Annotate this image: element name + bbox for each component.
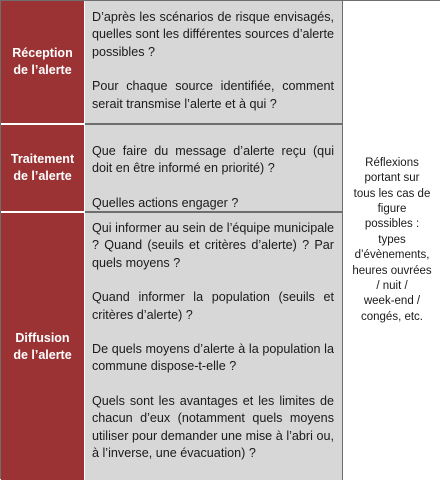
row-label-line: Diffusion <box>15 330 70 345</box>
question-text: Que faire du message d’alerte reçu (qui doit en être informé en priorité) ? <box>92 144 334 176</box>
side-note-line: heures ouvrées <box>352 264 432 277</box>
question-text: De quels moyens d’alerte à la population la commune dispose-t-elle ? <box>92 342 334 374</box>
row-content-reception <box>85 1 343 125</box>
side-note-line: figure <box>377 202 407 215</box>
question-text: Qui informer au sein de l’équipe municipale ? Quand (seuils et critères d’alerte) ? Par quels moyens ? <box>92 221 334 270</box>
row-label-line: Réception <box>12 46 73 60</box>
side-note-line: possibles : <box>364 218 420 231</box>
row-label-traitement <box>1 125 85 213</box>
side-note-line: week-end / <box>363 295 421 308</box>
row-label-line: de l’alerte <box>13 169 72 183</box>
row-label-line: de l’alerte <box>13 347 72 362</box>
question-text: Pour chaque source identifiée, comment serait transmise l’alerte et à qui ? <box>92 79 334 111</box>
row-label-line: Traitement <box>10 152 75 166</box>
question-text: D’après les scénarios de risque envisagés, quelles sont les différentes sources d’alerte possibles ? <box>92 10 334 59</box>
side-note-line: congés, etc. <box>360 310 423 323</box>
side-note-line: d’évènements, <box>354 249 430 262</box>
row-content-diffusion <box>85 213 343 480</box>
side-note <box>343 1 440 480</box>
side-note-line: Réflexions <box>365 156 419 169</box>
row-label-line: de l’alerte <box>13 63 72 77</box>
question-text: Quelles actions engager ? <box>92 195 239 210</box>
question-text: Quand informer la population (seuils et critères d’alerte) ? <box>92 290 334 322</box>
side-note-line: portant sur <box>364 172 420 185</box>
row-label-diffusion <box>1 213 85 480</box>
side-note-line: tous les cas de <box>353 187 431 200</box>
side-note-line: / nuit / <box>376 280 408 293</box>
question-text: Quels sont les avantages et les limites de chacun d’eux (notamment quels moyens utiliser pour demander une mise à l’abri ou, à l’inverse, une évacuation) ? <box>92 393 334 461</box>
row-label-reception <box>1 1 85 125</box>
side-note-line: types <box>378 233 406 246</box>
row-content-traitement <box>85 125 343 213</box>
